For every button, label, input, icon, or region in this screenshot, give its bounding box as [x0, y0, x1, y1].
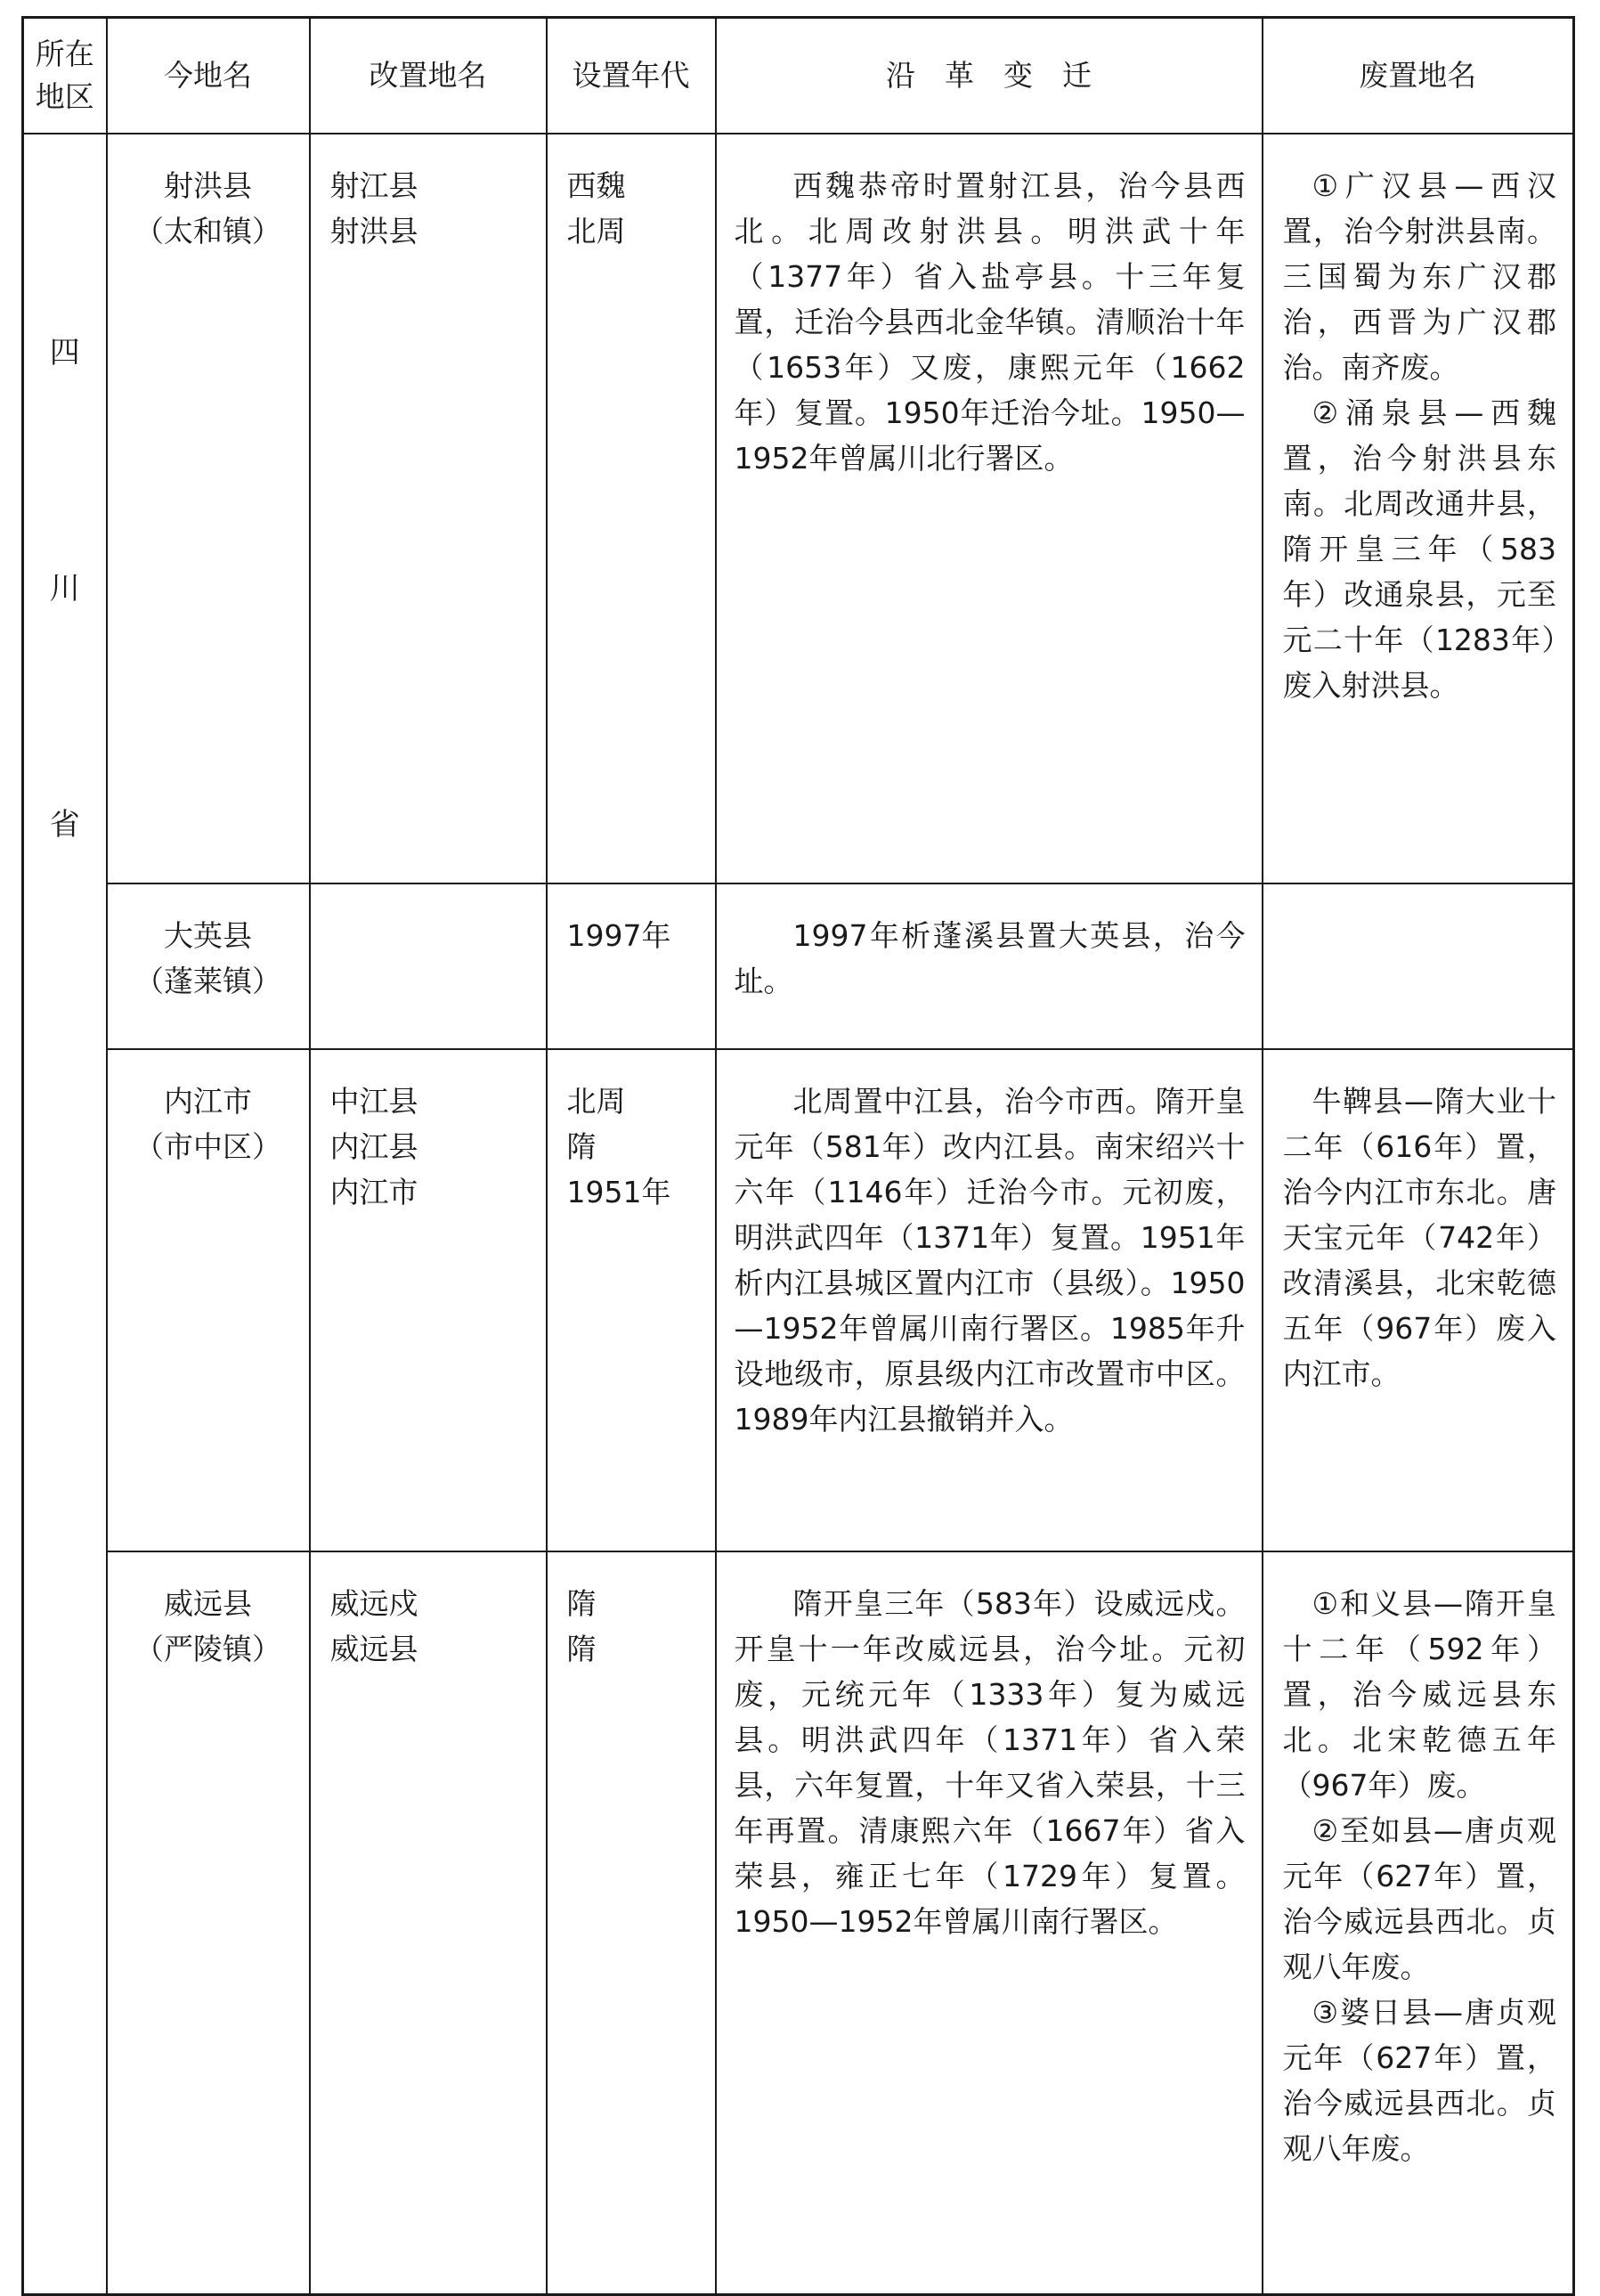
header-row [23, 18, 1574, 134]
history-cell: 隋开皇三年（583年）设威远戍。开皇十一年改威远县，治今址。元初废，元统元年（1333年）复为威远县。明洪武四年（1371年）省入荣县，六年复置，十年又省入荣县，十三年再置。清康熙六年（1667年）省入荣县，雍正七年（1729年）复置。1950—1952年曾属川南行署区。 [716, 1551, 1263, 2295]
header-abolished: 废置地名 [1263, 18, 1574, 134]
region-cell [23, 134, 107, 2295]
current-name-cell: 威远县 （严陵镇） [107, 1551, 310, 2295]
established-cell: 1997年 [547, 883, 716, 1049]
gazetteer-sheet [21, 16, 1572, 2171]
header-history: 沿 革 变 迁 [716, 18, 1263, 134]
abolished-entry: ②涌泉县—西魏置，治今射洪县东南。北周改通井县，隋开皇三年（583年）改通泉县，元至元二十年（1283年）废入射洪县。 [1282, 395, 1556, 703]
abolished-cell [1263, 1551, 1574, 2295]
table-row [23, 1049, 1574, 1551]
abolished-cell [1263, 134, 1574, 883]
header-region: 所在 地区 [23, 18, 107, 134]
abolished-entry: ③婆日县—唐贞观元年（627年）置，治今威远县西北。贞观八年废。 [1282, 1995, 1556, 2166]
history-cell: 北周置中江县，治今市西。隋开皇元年（581年）改内江县。南宋绍兴十六年（1146年）迁治今市。元初废，明洪武四年（1371年）复置。1951年析内江县城区置内江市（县级）。1950—1952年曾属川南行署区。1985年升设地级市，原县级内江市改置市中区。1989年内江县撤销并入。 [716, 1049, 1263, 1551]
header-former-names: 改置地名 [310, 18, 547, 134]
gazetteer-table [21, 16, 1575, 2296]
former-names-cell: 射江县 射洪县 [310, 134, 547, 883]
header-established: 设置年代 [547, 18, 716, 134]
former-names-cell: 威远戍 威远县 [310, 1551, 547, 2295]
abolished-entry: ①和义县—隋开皇十二年（592年）置，治今威远县东北。北宋乾德五年（967年）废。 [1282, 1586, 1556, 1803]
history-cell: 1997年析蓬溪县置大英县，治今址。 [716, 883, 1263, 1049]
current-name-cell: 大英县 （蓬莱镇） [107, 883, 310, 1049]
region-name: 四 川 省 [49, 335, 80, 843]
abolished-entry: ②至如县—唐贞观元年（627年）置，治今威远县西北。贞观八年废。 [1282, 1813, 1556, 1984]
established-cell: 隋 隋 [547, 1551, 716, 2295]
established-cell: 北周 隋 1951年 [547, 1049, 716, 1551]
established-cell: 西魏 北周 [547, 134, 716, 883]
table-row [23, 1551, 1574, 2295]
header-current-name: 今地名 [107, 18, 310, 134]
history-cell: 西魏恭帝时置射江县，治今县西北。北周改射洪县。明洪武十年（1377年）省入盐亭县。十三年复置，迁治今县西北金华镇。清顺治十年（1653年）又废，康熙元年（1662年）复置。1950年迁治今址。1950—1952年曾属川北行署区。 [716, 134, 1263, 883]
abolished-cell [1263, 1049, 1574, 1551]
abolished-entry: 牛鞞县—隋大业十二年（616年）置，治今内江市东北。唐天宝元年（742年）改清溪县，北宋乾德五年（967年）废入内江市。 [1282, 1084, 1556, 1391]
abolished-entry: ①广汉县—西汉置，治今射洪县南。三国蜀为东广汉郡治，西晋为广汉郡治。南齐废。 [1282, 168, 1556, 385]
table-row [23, 134, 1574, 883]
current-name-cell: 内江市 （市中区） [107, 1049, 310, 1551]
former-names-cell [310, 883, 547, 1049]
former-names-cell: 中江县 内江县 内江市 [310, 1049, 547, 1551]
current-name-cell: 射洪县 （太和镇） [107, 134, 310, 883]
table-row [23, 883, 1574, 1049]
abolished-cell [1263, 883, 1574, 1049]
